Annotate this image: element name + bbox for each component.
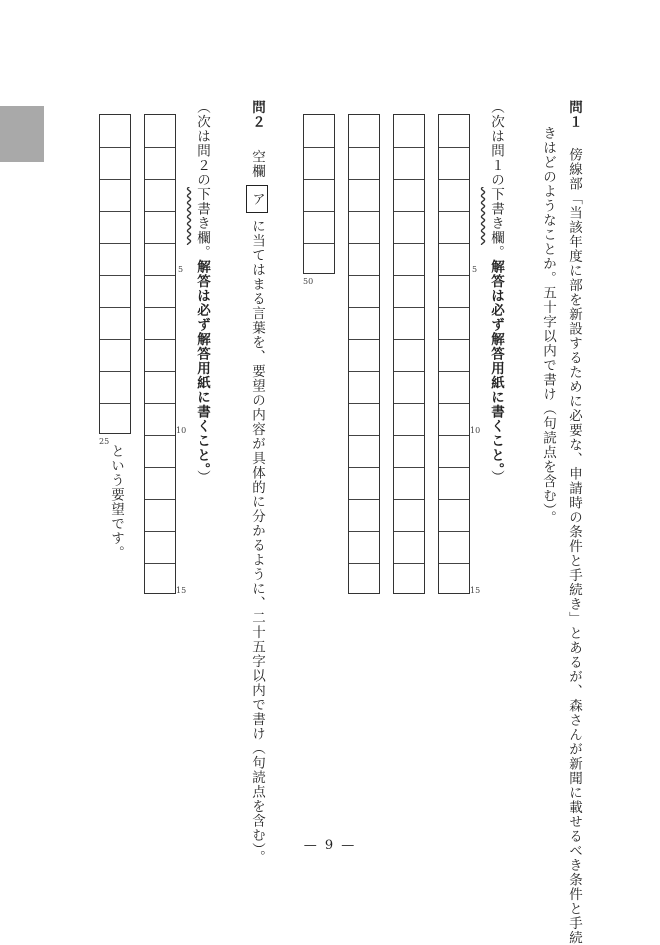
grid-cell-divider — [145, 307, 175, 308]
grid-cell-divider — [145, 371, 175, 372]
grid-cell-divider — [439, 563, 469, 564]
q2-mark-25: 25 — [99, 437, 110, 446]
q1-grid-col2[interactable] — [393, 114, 425, 594]
grid-cell-divider — [145, 563, 175, 564]
grid-cell-divider — [394, 531, 424, 532]
q2-note-instruction: 解答は必ず解答用紙に書くこと。 — [194, 259, 210, 471]
grid-cell-divider — [100, 147, 130, 148]
side-index-tab — [0, 106, 44, 162]
grid-cell-divider — [394, 275, 424, 276]
grid-cell-divider — [439, 435, 469, 436]
q2-draft-label: 下書き欄 — [194, 187, 210, 245]
q2-question: に当てはまる言葉を、要望の内容が具体的に分かるように、二十五字以内で書け（句読点を含む）。 — [249, 219, 265, 865]
grid-cell-divider — [100, 339, 130, 340]
q1-text-line1 — [566, 100, 582, 945]
q1-label: 問１ — [566, 100, 582, 129]
q1-mark-10: 10 — [470, 426, 481, 435]
q1-note-instruction: 解答は必ず解答用紙に書くこと。 — [488, 259, 504, 471]
q1-draft-note: （次は問１の下書き欄。解答は必ず解答用紙に書くこと。） — [488, 100, 504, 485]
grid-cell-divider — [349, 243, 379, 244]
grid-cell-divider — [349, 467, 379, 468]
grid-cell-divider — [349, 563, 379, 564]
q1-text-line2 — [540, 126, 556, 525]
grid-cell-divider — [394, 179, 424, 180]
q1-grid-col3[interactable] — [348, 114, 380, 594]
grid-cell-divider — [304, 243, 334, 244]
q1-question: 傍線部「当該年度に部を新設するために必要な、申請時の条件と手続き」とあるが、森さんが新聞に載せるべき条件と手続 — [566, 147, 582, 945]
grid-cell-divider — [394, 499, 424, 500]
grid-cell-divider — [145, 179, 175, 180]
grid-cell-divider — [349, 179, 379, 180]
grid-cell-divider — [394, 467, 424, 468]
grid-cell-divider — [145, 531, 175, 532]
grid-cell-divider — [349, 211, 379, 212]
grid-cell-divider — [394, 339, 424, 340]
grid-cell-divider — [349, 339, 379, 340]
grid-cell-divider — [394, 307, 424, 308]
q1-grid-col4[interactable] — [303, 114, 335, 274]
grid-cell-divider — [439, 147, 469, 148]
q2-grid-col1[interactable] — [144, 114, 176, 594]
grid-cell-divider — [100, 211, 130, 212]
page-number: — 9 — — [303, 838, 357, 853]
grid-cell-divider — [100, 307, 130, 308]
grid-cell-divider — [394, 147, 424, 148]
grid-cell-divider — [439, 371, 469, 372]
grid-cell-divider — [349, 435, 379, 436]
grid-cell-divider — [100, 275, 130, 276]
q2-mark-10: 10 — [176, 426, 187, 435]
q2-suffix: という要望です。 — [108, 444, 124, 560]
grid-cell-divider — [100, 243, 130, 244]
grid-cell-divider — [100, 179, 130, 180]
blank-a-box: ア — [246, 185, 268, 214]
q1-mark-50: 50 — [303, 277, 314, 286]
grid-cell-divider — [145, 243, 175, 244]
grid-cell-divider — [439, 275, 469, 276]
grid-cell-divider — [394, 563, 424, 564]
q2-grid-col2[interactable] — [99, 114, 131, 434]
grid-cell-divider — [439, 531, 469, 532]
q2-text: 問２ 空欄アに当てはまる言葉を、要望の内容が具体的に分かるように、二十五字以内で書け（句読点を含む）。 — [246, 100, 268, 865]
grid-cell-divider — [349, 371, 379, 372]
grid-cell-divider — [439, 243, 469, 244]
grid-cell-divider — [349, 307, 379, 308]
grid-cell-divider — [439, 211, 469, 212]
grid-cell-divider — [439, 307, 469, 308]
grid-cell-divider — [394, 403, 424, 404]
grid-cell-divider — [100, 403, 130, 404]
grid-cell-divider — [145, 435, 175, 436]
q1-grid-col1[interactable] — [438, 114, 470, 594]
grid-cell-divider — [349, 147, 379, 148]
q2-label: 問２ — [249, 100, 265, 129]
grid-cell-divider — [394, 211, 424, 212]
q1-question-cont: きはどのようなことか。五十字以内で書け（句読点を含む）。 — [540, 126, 556, 526]
grid-cell-divider — [394, 435, 424, 436]
q2-mark-15: 15 — [176, 586, 187, 595]
grid-cell-divider — [145, 403, 175, 404]
grid-cell-divider — [439, 403, 469, 404]
q2-draft-note: （次は問２の下書き欄。解答は必ず解答用紙に書くこと。） — [194, 100, 210, 485]
q2-mark-5: 5 — [178, 265, 184, 274]
q1-draft-label: 下書き欄 — [488, 187, 504, 245]
grid-cell-divider — [349, 531, 379, 532]
grid-cell-divider — [100, 371, 130, 372]
grid-cell-divider — [145, 499, 175, 500]
grid-cell-divider — [304, 147, 334, 148]
grid-cell-divider — [349, 275, 379, 276]
grid-cell-divider — [304, 211, 334, 212]
grid-cell-divider — [439, 179, 469, 180]
grid-cell-divider — [439, 339, 469, 340]
q1-mark-5: 5 — [472, 265, 478, 274]
grid-cell-divider — [439, 499, 469, 500]
grid-cell-divider — [145, 467, 175, 468]
grid-cell-divider — [145, 339, 175, 340]
grid-cell-divider — [145, 211, 175, 212]
grid-cell-divider — [394, 371, 424, 372]
grid-cell-divider — [145, 147, 175, 148]
grid-cell-divider — [349, 499, 379, 500]
grid-cell-divider — [394, 243, 424, 244]
grid-cell-divider — [304, 179, 334, 180]
grid-cell-divider — [349, 403, 379, 404]
grid-cell-divider — [439, 467, 469, 468]
q1-mark-15: 15 — [470, 586, 481, 595]
grid-cell-divider — [145, 275, 175, 276]
